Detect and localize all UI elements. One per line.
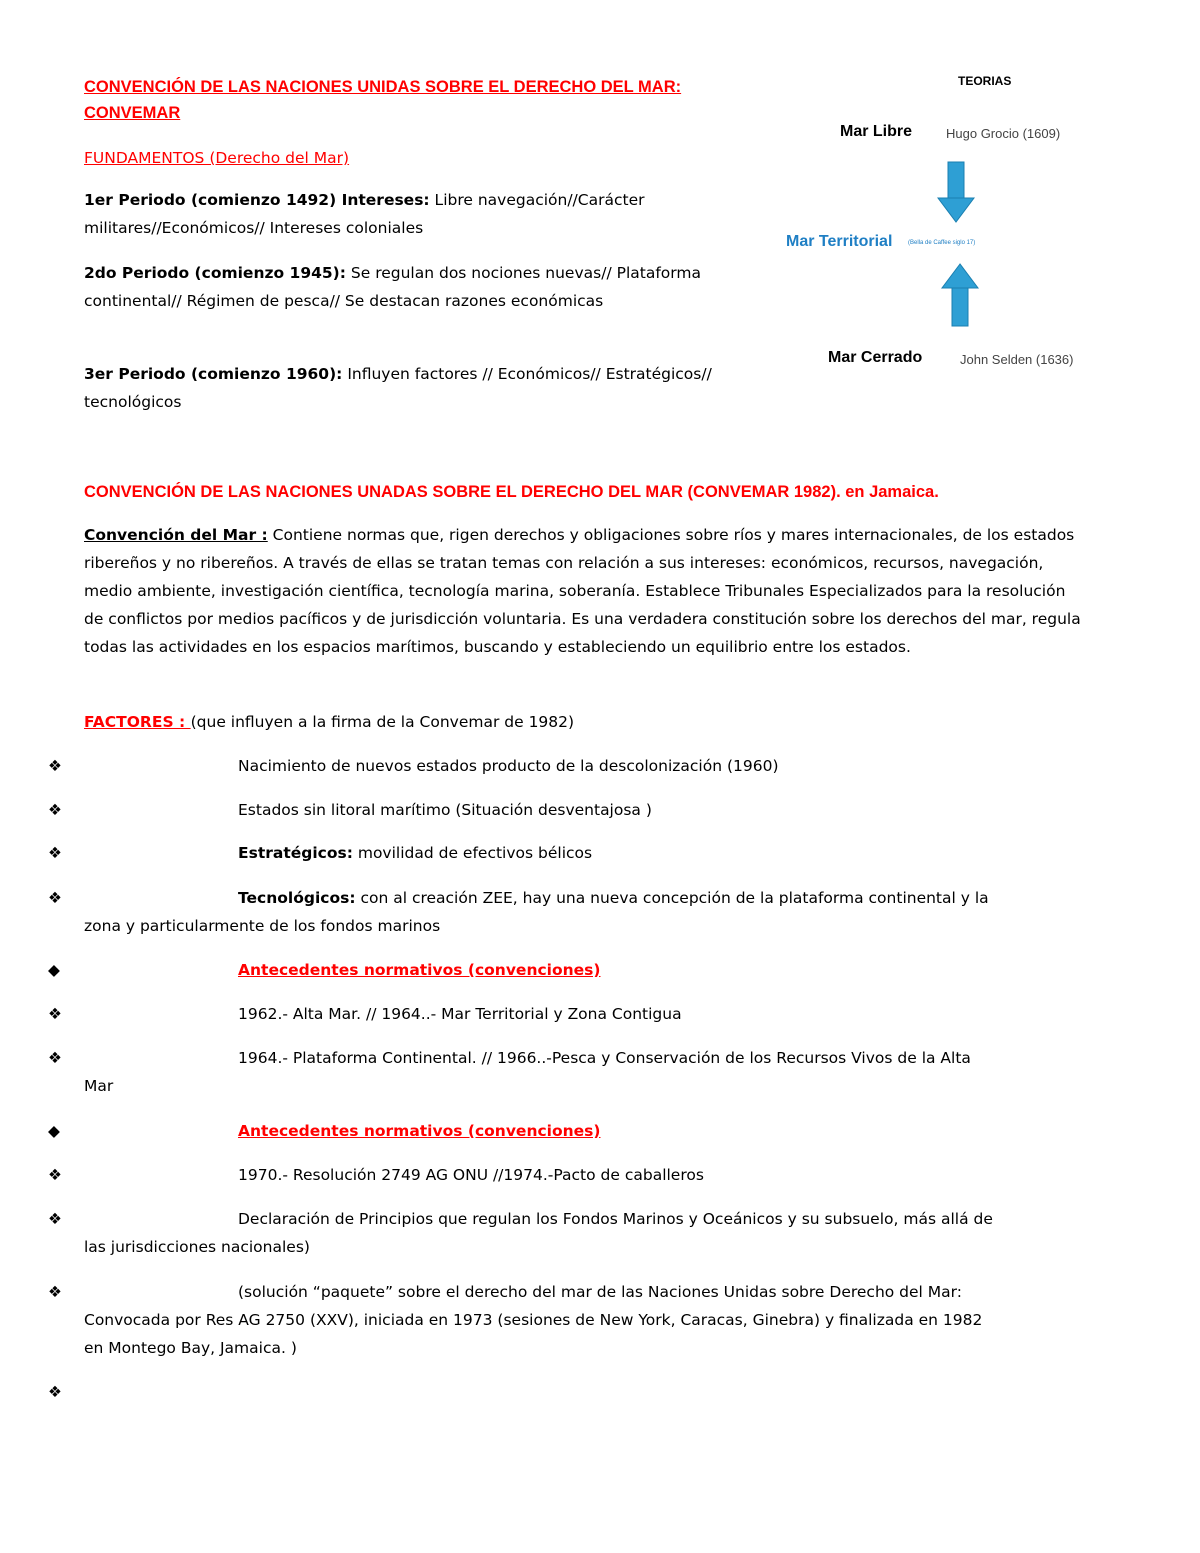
- list-item: [48, 796, 1128, 824]
- factores-label: FACTORES :: [84, 713, 191, 731]
- mar-libre-author: Hugo Grocio (1609): [946, 126, 1061, 141]
- list-item-bold: Estratégicos:: [238, 844, 353, 862]
- mar-libre-label: Mar Libre: [840, 123, 913, 140]
- star-bullet-icon: ❖: [48, 1166, 62, 1184]
- list-item: [48, 839, 1128, 867]
- fundamentos-heading: FUNDAMENTOS (Derecho del Mar): [84, 149, 350, 167]
- diamond-bullet-icon: ◆: [48, 961, 60, 979]
- list-item-text: 1962.- Alta Mar. // 1964..- Mar Territorial y Zona Contigua: [238, 1005, 682, 1023]
- star-bullet-icon: ❖: [48, 757, 62, 775]
- diagram-heading: TEORIAS: [958, 74, 1012, 88]
- period-1-text: Libre navegación//Carácter militares//Económicos// Intereses coloniales: [84, 191, 645, 237]
- mar-cerrado-author: John Selden (1636): [960, 352, 1074, 367]
- mar-territorial-label: Mar Territorial: [786, 233, 893, 250]
- diamond-bullet-icon: ◆: [48, 1122, 60, 1140]
- list-item-text: (solución “paquete” sobre el derecho del mar de las Naciones Unidas sobre Derecho del Mar:: [238, 1283, 962, 1301]
- list-item-continuation: Mar: [84, 1077, 114, 1095]
- list-item-continuation: zona y particularmente de los fondos marinos: [84, 917, 441, 935]
- list-item: [48, 1278, 1128, 1362]
- star-bullet-icon: ❖: [48, 1005, 62, 1023]
- list-item: [48, 1161, 1128, 1189]
- list-heading: [48, 1117, 1128, 1145]
- list-item: [48, 1044, 1128, 1100]
- list-item: [48, 884, 1128, 940]
- list-item-text: Nacimiento de nuevos estados producto de la descolonización (1960): [238, 757, 779, 775]
- title-line-2: CONVEMAR: [84, 104, 181, 122]
- factores-text: (que influyen a la firma de la Convemar de 1982): [190, 713, 575, 731]
- period-2-label: 2do Periodo (comienzo 1945):: [84, 264, 346, 282]
- list-item-text: Declaración de Principios que regulan los Fondos Marinos y Oceánicos y su subsuelo, más allá de: [238, 1210, 993, 1228]
- list-item-text: [48, 884, 1128, 912]
- document-title: [84, 74, 744, 126]
- star-bullet-icon: ❖: [48, 1283, 62, 1301]
- list-item-rest: movilidad de efectivos bélicos: [352, 844, 593, 862]
- star-bullet-icon: ❖: [48, 889, 62, 907]
- arrow-down-icon: [936, 160, 976, 224]
- star-bullet-icon: ❖: [48, 1383, 62, 1401]
- star-bullet-icon: ❖: [48, 1210, 62, 1228]
- period-3-text: Influyen factores // Económicos// Estratégicos// tecnológicos: [84, 365, 712, 411]
- list-item-continuation: Convocada por Res AG 2750 (XXV), iniciada en 1973 (sesiones de New York, Caracas, Ginebra) y finalizada en 1982: [84, 1311, 983, 1329]
- list-item: [48, 1000, 1128, 1028]
- convencion-label: Convención del Mar :: [84, 526, 268, 544]
- convencion-text: Contiene normas que, rigen derechos y obligaciones sobre ríos y mares internacionales, de los estados ribereños y no ribereños. A través de ellas se tratan temas con relación a sus intereses: económicos, recursos, navegación, medio ambiente, investigación científica, tecnología marina, soberanía. Establece Tribunales Especializados para la resolución de conflictos por medios pacíficos y de jurisdicción voluntaria. Es una verdadera constitución sobre los derechos del mar, regula todas las actividades en los espacios marítimos, buscando y estableciendo un equilibrio entre los estados.: [84, 526, 1081, 656]
- period-3: [84, 360, 724, 416]
- list-item: [48, 1205, 1128, 1261]
- title-line-1: CONVENCIÓN DE LAS NACIONES UNIDAS SOBRE EL DERECHO DEL MAR:: [84, 78, 682, 96]
- factores-line: [84, 708, 574, 736]
- period-1-label: 1er Periodo (comienzo 1492) Intereses:: [84, 191, 430, 209]
- period-2: [84, 259, 724, 315]
- theories-diagram: [780, 60, 1110, 380]
- star-bullet-icon: ❖: [48, 844, 62, 862]
- list-heading: [48, 956, 1128, 984]
- list-item-rest: con al creación ZEE, hay una nueva concepción de la plataforma continental y la: [355, 889, 989, 907]
- period-3-label: 3er Periodo (comienzo 1960):: [84, 365, 343, 383]
- period-1: [84, 186, 724, 242]
- mar-cerrado-label: Mar Cerrado: [828, 349, 923, 366]
- arrow-up-icon: [940, 262, 980, 328]
- star-bullet-icon: ❖: [48, 1049, 62, 1067]
- list-item-text: 1970.- Resolución 2749 AG ONU //1974.-Pacto de caballeros: [238, 1166, 704, 1184]
- list-item-text: 1964.- Plataforma Continental. // 1966..-Pesca y Conservación de los Recursos Vivos de la Alta: [238, 1049, 971, 1067]
- list-item-continuation: en Montego Bay, Jamaica. ): [84, 1339, 297, 1357]
- convencion-paragraph: [84, 521, 1084, 661]
- period-2-text: Se regulan dos nociones nuevas// Plataforma continental// Régimen de pesca// Se destacan razones económicas: [84, 264, 701, 310]
- star-bullet-icon: ❖: [48, 801, 62, 819]
- list-item-text: Estados sin litoral marítimo (Situación desventajosa ): [238, 801, 652, 819]
- section-2-title: CONVENCIÓN DE LAS NACIONES UNADAS SOBRE EL DERECHO DEL MAR (CONVEMAR 1982). en Jamaica.: [84, 483, 939, 501]
- antecedentes-heading-1: Antecedentes normativos (convenciones): [238, 961, 601, 979]
- antecedentes-heading-2: Antecedentes normativos (convenciones): [238, 1122, 601, 1140]
- list-item-bold: Tecnológicos:: [238, 889, 356, 907]
- list-item-text: [48, 839, 1128, 867]
- list-item: [48, 752, 1128, 780]
- list-item-continuation: las jurisdicciones nacionales): [84, 1238, 310, 1256]
- mar-territorial-note: (Bella de Caffee siglo 17): [908, 240, 976, 246]
